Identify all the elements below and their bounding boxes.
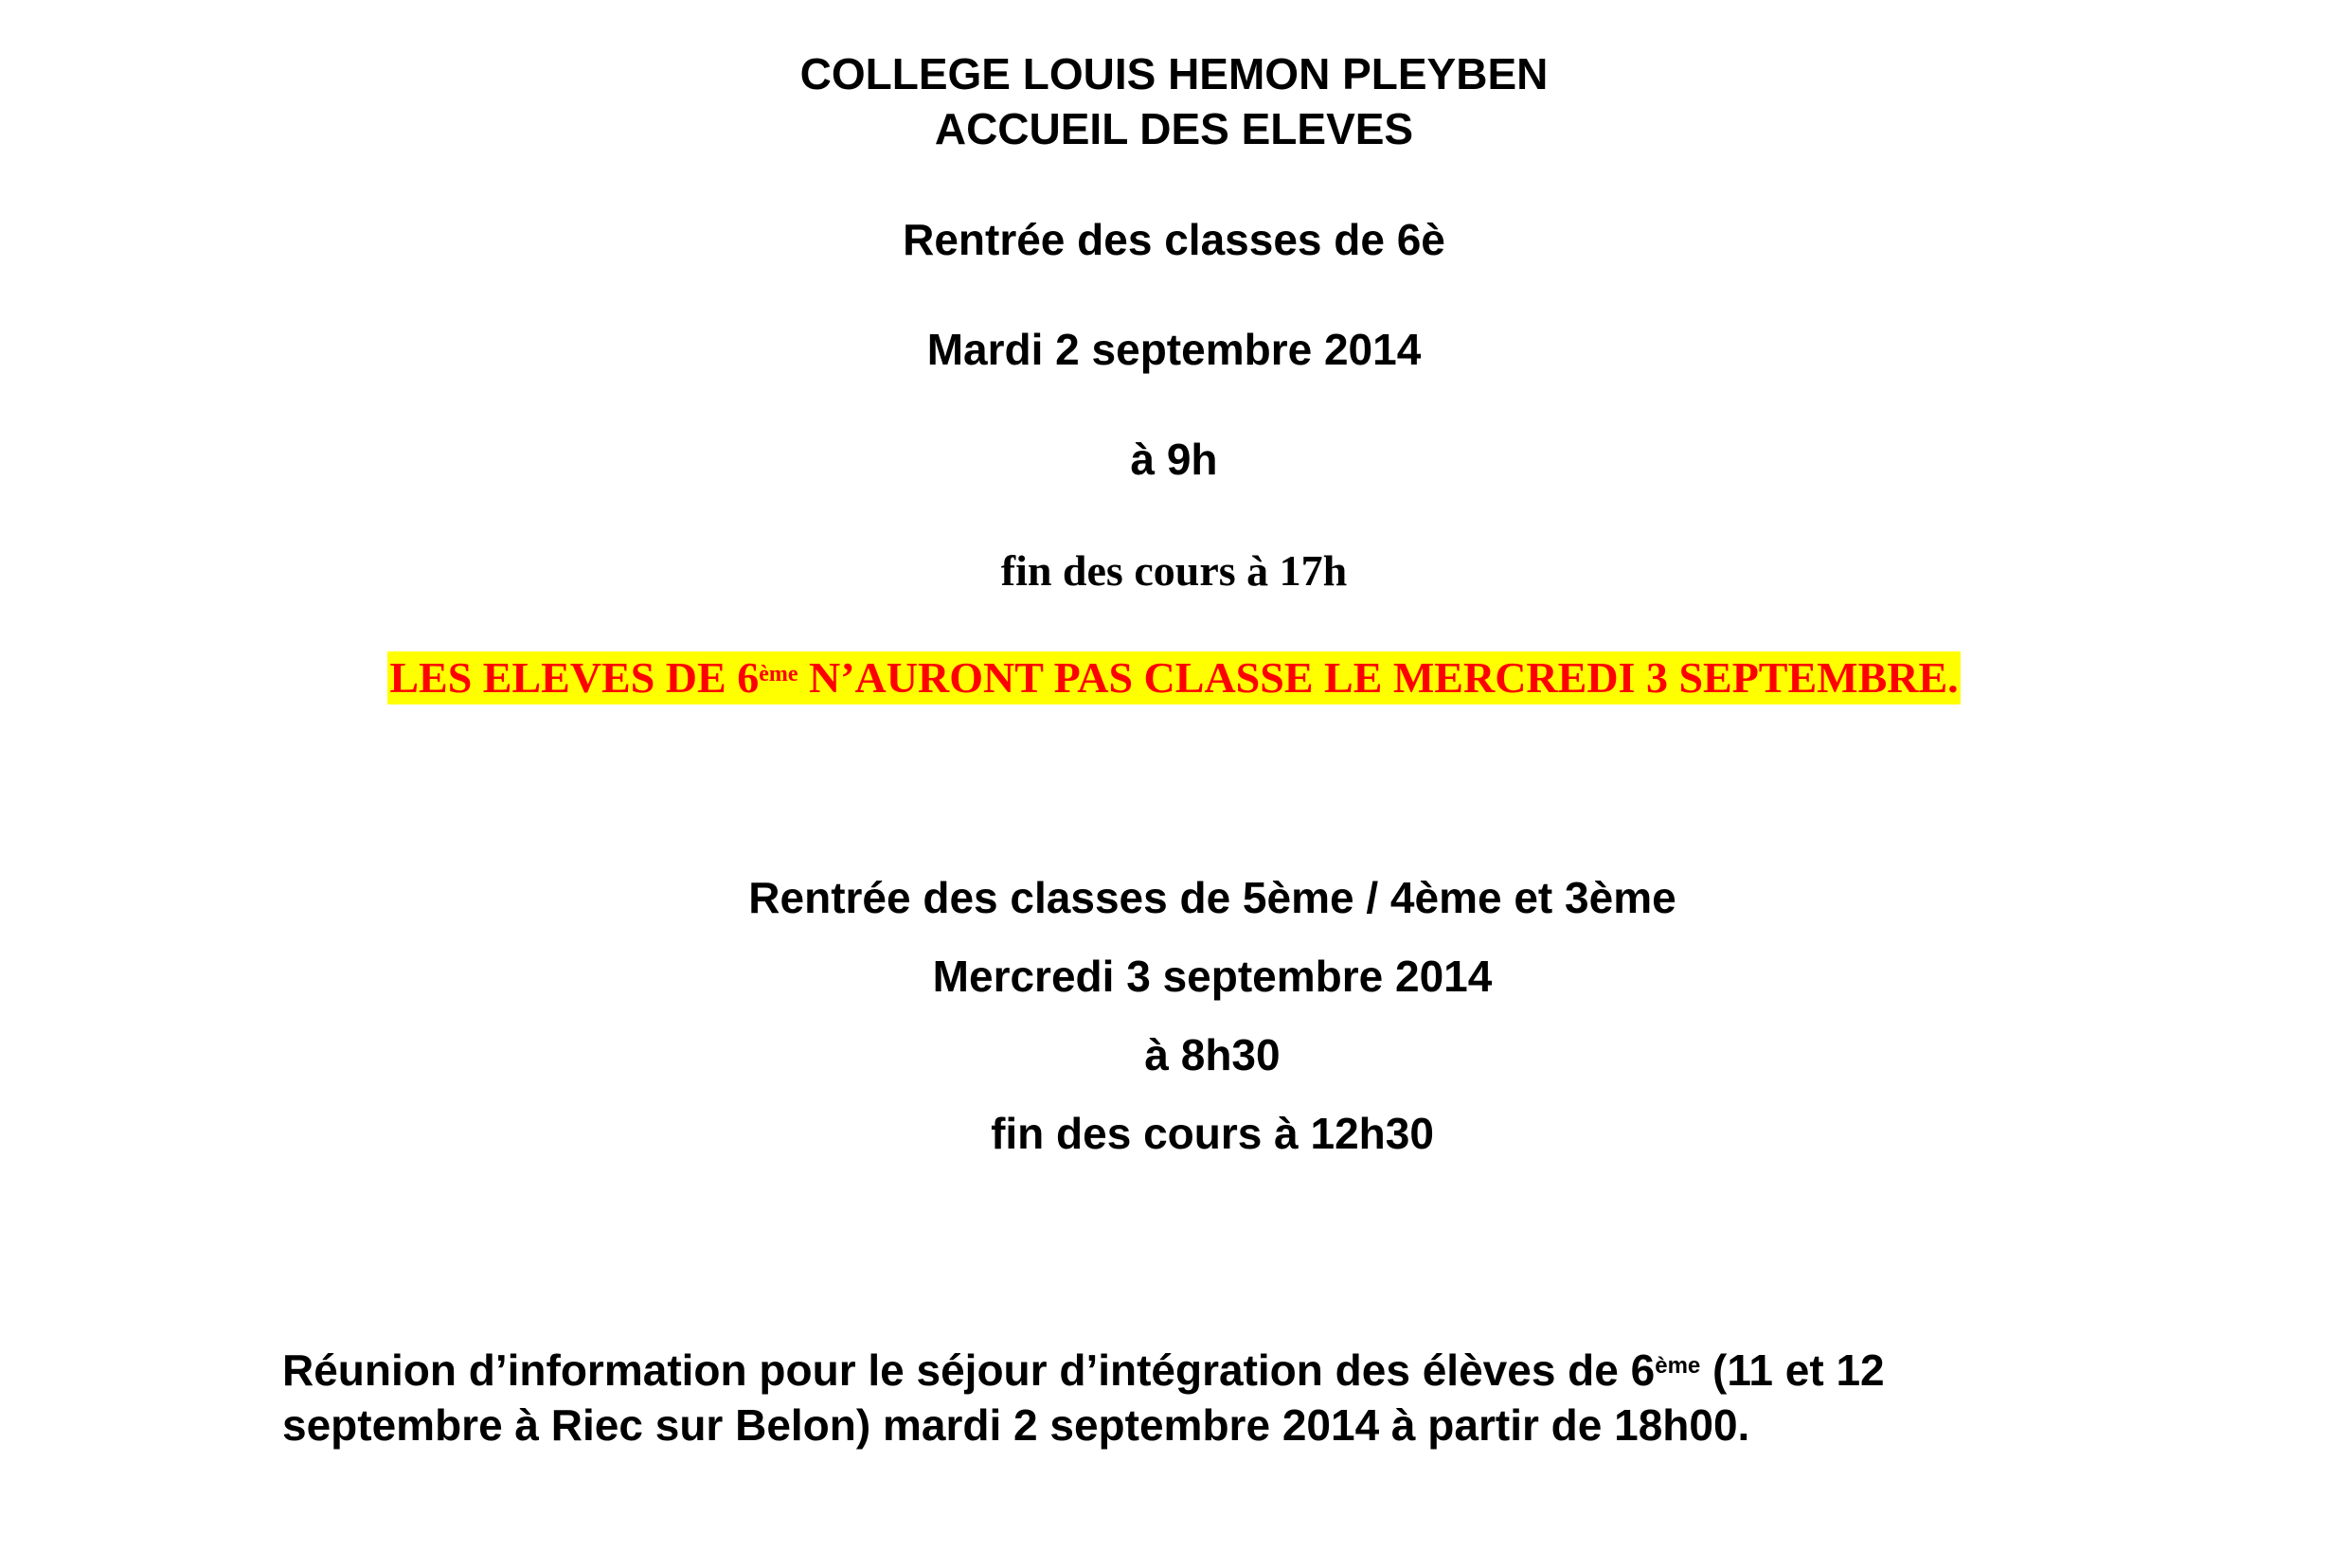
warning-text-after: N’AURONT PAS CLASSE LE MERCREDI 3 SEPTEMBRE. — [798, 653, 1959, 702]
sixieme-date: Mardi 2 septembre 2014 — [926, 325, 1422, 374]
others-date: Mercredi 3 septembre 2014 — [932, 952, 1493, 1001]
sixieme-end: fin des cours à 17h — [1000, 546, 1348, 595]
meeting-paragraph — [282, 1343, 2082, 1452]
sixieme-heading: Rentrée des classes de 6è — [903, 215, 1445, 264]
warning-notice — [0, 651, 2348, 704]
warning-highlight — [387, 651, 1960, 704]
others-time: à 8h30 — [1144, 1030, 1281, 1079]
sixieme-time: à 9h — [1130, 435, 1218, 484]
warning-text-before: LES ELEVES DE 6 — [389, 653, 760, 702]
others-end: fin des cours à 12h30 — [991, 1109, 1434, 1158]
others-heading: Rentrée des classes de 5ème / 4ème et 3ème — [748, 873, 1676, 922]
meeting-superscript: ème — [1655, 1353, 1701, 1379]
meeting-text-before: Réunion d’information pour le séjour d’intégration des élèves de 6 — [282, 1345, 1656, 1395]
school-name: COLLEGE LOUIS HEMON PLEYBEN — [799, 49, 1549, 98]
meeting-text-after: (11 et 12 septembre à Riec sur Belon) mardi 2 septembre 2014 à partir de 18h00. — [282, 1345, 1885, 1450]
warning-superscript: ème — [759, 662, 798, 686]
page-subtitle: ACCUEIL DES ELEVES — [934, 104, 1414, 153]
